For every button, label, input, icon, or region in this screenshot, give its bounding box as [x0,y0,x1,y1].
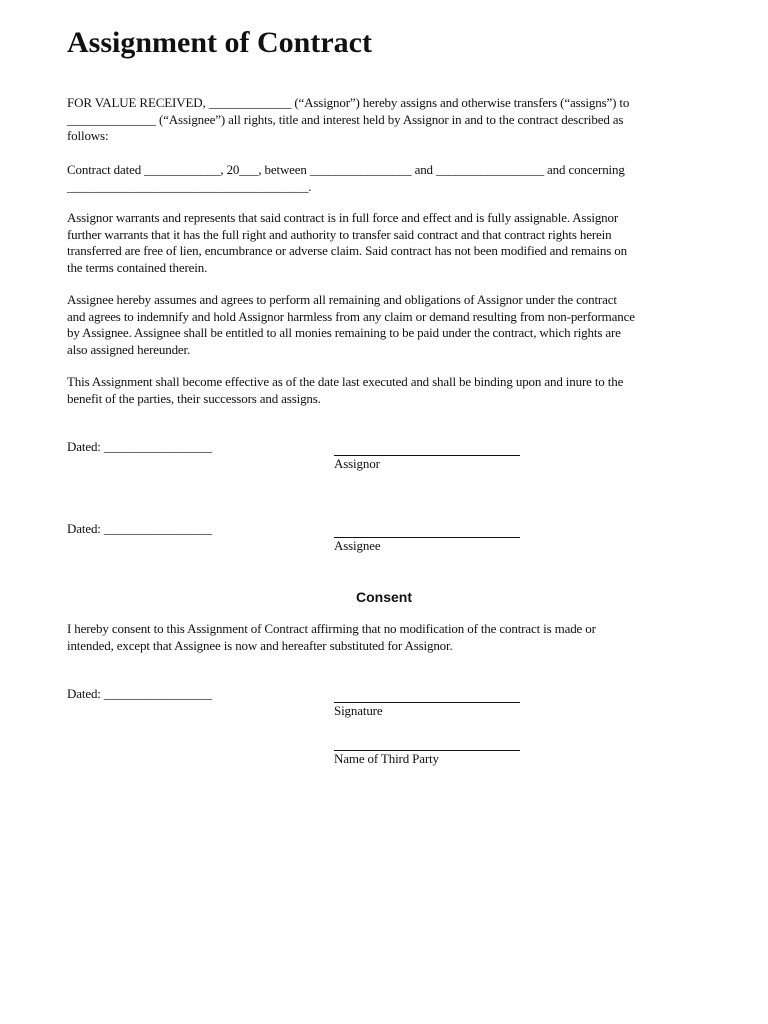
dated-line: Dated: _________________ [67,521,212,536]
consent-paragraph: I hereby consent to this Assignment of Contract affirming that no modification of the contract is made or intended, except that Assignee is now and hereafter substituted for Assignor. [67,621,596,653]
paragraph-assignor-warranty: Assignor warrants and represents that said contract is in full force and effect and is fully assignable. Assignor further warrants that it has the full right and authority to transfer said contract and that contract rights herein transferred are free of lien, encumbrance or adverse claim. Said contract has not been modified and remains on the terms contained therein. [67,210,627,275]
third-party-name-label: Name of Third Party [334,751,439,766]
document-title: Assignment of Contract [67,26,372,59]
dated-line: Dated: _________________ [67,439,212,454]
signature-label-assignee: Assignee [334,538,381,553]
paragraph-assignee-assumption: Assignee hereby assumes and agrees to perform all remaining and obligations of Assignor under the contract and agrees to indemnify and hold Assignor harmless from any claim or demand resulting from non-performance by Assignee. Assignee shall be entitled to all monies remaining to be paid under the contract, which rights are also assigned hereunder. [67,292,635,357]
paragraph-effective-date: This Assignment shall become effective as of the date last executed and shall be binding upon and inure to the benefit of the parties, their successors and assigns. [67,374,624,406]
consent-heading: Consent [356,589,412,605]
dated-line: Dated: _________________ [67,686,212,701]
signature-label: Signature [334,703,383,718]
paragraph-value-received: FOR VALUE RECEIVED, _____________ (“Assignor”) hereby assigns and otherwise transfers (“assigns”) to ______________ (“Assignee”) all rights, title and interest held by Assignor in and to the contract described as follows: [67,95,630,143]
signature-label-assignor: Assignor [334,456,380,471]
paragraph-contract-dated: Contract dated ____________, 20___, between ________________ and _________________ and concerning ______________________________________. [67,162,625,194]
